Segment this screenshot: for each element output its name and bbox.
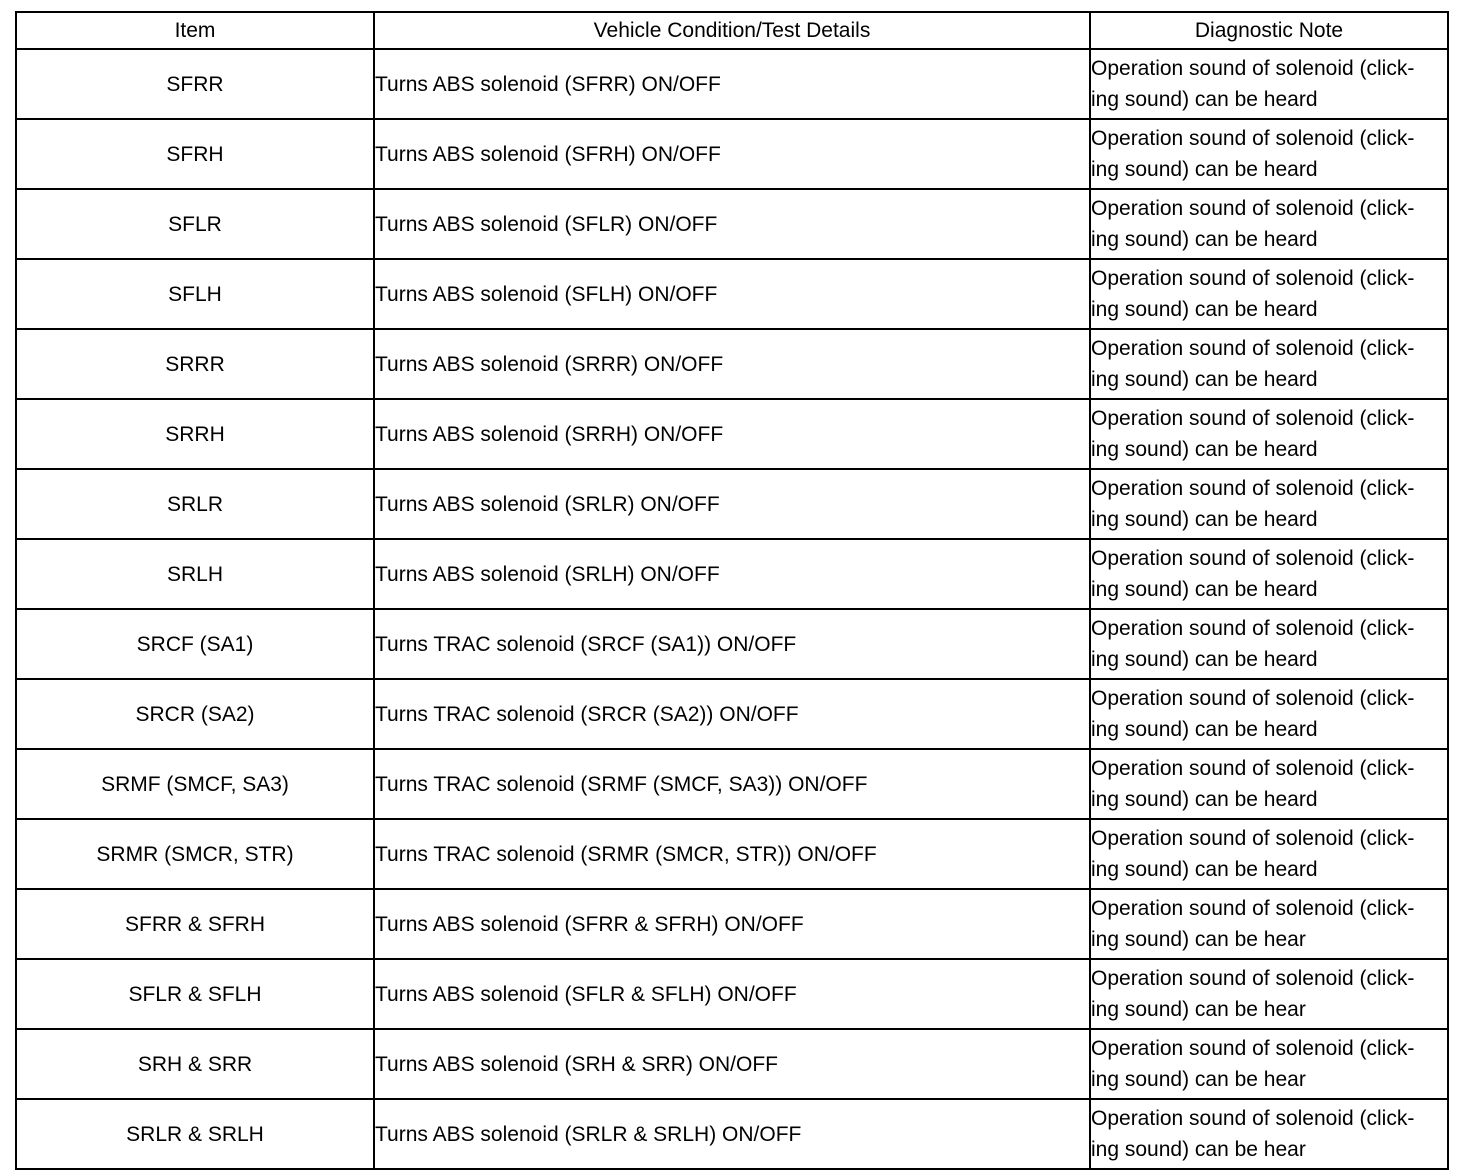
note-line-1: Operation sound of solenoid (click- — [1091, 407, 1415, 430]
cell-diagnostic-note — [1090, 539, 1448, 609]
cell-item: SFLH — [16, 259, 374, 329]
cell-item: SFRR — [16, 49, 374, 119]
cell-test-details: Turns TRAC solenoid (SRCR (SA2)) ON/OFF — [374, 679, 1090, 749]
cell-diagnostic-note — [1090, 49, 1448, 119]
cell-test-details: Turns ABS solenoid (SRRH) ON/OFF — [374, 399, 1090, 469]
table-row — [16, 1099, 1448, 1169]
note-line-1: Operation sound of solenoid (click- — [1091, 477, 1415, 500]
note-line-2: ing sound) can be heard — [1091, 508, 1318, 531]
cell-item: SRLR & SRLH — [16, 1099, 374, 1169]
note-line-2: ing sound) can be heard — [1091, 368, 1318, 391]
note-line-1: Operation sound of solenoid (click- — [1091, 967, 1415, 990]
cell-diagnostic-note — [1090, 959, 1448, 1029]
note-line-1: Operation sound of solenoid (click- — [1091, 1107, 1415, 1130]
cell-test-details: Turns TRAC solenoid (SRMR (SMCR, STR)) ON/OFF — [374, 819, 1090, 889]
note-line-1: Operation sound of solenoid (click- — [1091, 197, 1415, 220]
note-line-1: Operation sound of solenoid (click- — [1091, 127, 1415, 150]
cell-test-details: Turns ABS solenoid (SRLR) ON/OFF — [374, 469, 1090, 539]
cell-diagnostic-note — [1090, 749, 1448, 819]
table-row — [16, 749, 1448, 819]
cell-item: SRRH — [16, 399, 374, 469]
table-row — [16, 959, 1448, 1029]
cell-diagnostic-note — [1090, 329, 1448, 399]
cell-test-details: Turns ABS solenoid (SRRR) ON/OFF — [374, 329, 1090, 399]
cell-test-details: Turns ABS solenoid (SFLR) ON/OFF — [374, 189, 1090, 259]
cell-item: SRCR (SA2) — [16, 679, 374, 749]
note-line-1: Operation sound of solenoid (click- — [1091, 547, 1415, 570]
cell-test-details: Turns ABS solenoid (SRH & SRR) ON/OFF — [374, 1029, 1090, 1099]
cell-diagnostic-note — [1090, 1029, 1448, 1099]
note-line-2: ing sound) can be hear — [1091, 1138, 1306, 1161]
note-line-1: Operation sound of solenoid (click- — [1091, 827, 1415, 850]
table-row — [16, 679, 1448, 749]
cell-item: SFRR & SFRH — [16, 889, 374, 959]
cell-item: SFLR & SFLH — [16, 959, 374, 1029]
cell-item: SRLH — [16, 539, 374, 609]
cell-diagnostic-note — [1090, 119, 1448, 189]
table-row — [16, 119, 1448, 189]
table-row — [16, 469, 1448, 539]
note-line-1: Operation sound of solenoid (click- — [1091, 1037, 1415, 1060]
header-item: Item — [16, 12, 374, 49]
cell-test-details: Turns TRAC solenoid (SRMF (SMCF, SA3)) ON/OFF — [374, 749, 1090, 819]
note-line-2: ing sound) can be heard — [1091, 438, 1318, 461]
cell-diagnostic-note — [1090, 469, 1448, 539]
cell-test-details: Turns ABS solenoid (SFLR & SFLH) ON/OFF — [374, 959, 1090, 1029]
table-body — [16, 49, 1448, 1169]
table-row — [16, 259, 1448, 329]
cell-diagnostic-note — [1090, 1099, 1448, 1169]
table-row — [16, 49, 1448, 119]
note-line-2: ing sound) can be heard — [1091, 648, 1318, 671]
note-line-1: Operation sound of solenoid (click- — [1091, 687, 1415, 710]
note-line-2: ing sound) can be heard — [1091, 228, 1318, 251]
cell-item: SRCF (SA1) — [16, 609, 374, 679]
cell-test-details: Turns ABS solenoid (SFRH) ON/OFF — [374, 119, 1090, 189]
note-line-2: ing sound) can be heard — [1091, 788, 1318, 811]
cell-diagnostic-note — [1090, 609, 1448, 679]
cell-item: SRMR (SMCR, STR) — [16, 819, 374, 889]
table-row — [16, 889, 1448, 959]
cell-diagnostic-note — [1090, 679, 1448, 749]
header-diagnostic-note: Diagnostic Note — [1090, 12, 1448, 49]
cell-test-details: Turns ABS solenoid (SFRR) ON/OFF — [374, 49, 1090, 119]
note-line-1: Operation sound of solenoid (click- — [1091, 757, 1415, 780]
note-line-2: ing sound) can be heard — [1091, 718, 1318, 741]
table-row — [16, 539, 1448, 609]
cell-diagnostic-note — [1090, 819, 1448, 889]
table-row — [16, 329, 1448, 399]
cell-test-details: Turns ABS solenoid (SFLH) ON/OFF — [374, 259, 1090, 329]
active-test-table-container — [15, 11, 1449, 1170]
note-line-1: Operation sound of solenoid (click- — [1091, 267, 1415, 290]
cell-test-details: Turns ABS solenoid (SRLR & SRLH) ON/OFF — [374, 1099, 1090, 1169]
cell-test-details: Turns TRAC solenoid (SRCF (SA1)) ON/OFF — [374, 609, 1090, 679]
note-line-2: ing sound) can be hear — [1091, 1068, 1306, 1091]
cell-test-details: Turns ABS solenoid (SFRR & SFRH) ON/OFF — [374, 889, 1090, 959]
note-line-1: Operation sound of solenoid (click- — [1091, 57, 1415, 80]
note-line-2: ing sound) can be hear — [1091, 998, 1306, 1021]
cell-item: SFRH — [16, 119, 374, 189]
cell-diagnostic-note — [1090, 399, 1448, 469]
note-line-2: ing sound) can be heard — [1091, 858, 1318, 881]
active-test-table — [15, 11, 1449, 1170]
cell-diagnostic-note — [1090, 189, 1448, 259]
note-line-2: ing sound) can be hear — [1091, 928, 1306, 951]
cell-item: SRRR — [16, 329, 374, 399]
cell-diagnostic-note — [1090, 259, 1448, 329]
table-row — [16, 1029, 1448, 1099]
note-line-2: ing sound) can be heard — [1091, 298, 1318, 321]
table-row — [16, 189, 1448, 259]
table-header-row — [16, 12, 1448, 49]
cell-diagnostic-note — [1090, 889, 1448, 959]
note-line-2: ing sound) can be heard — [1091, 88, 1318, 111]
cell-item: SRH & SRR — [16, 1029, 374, 1099]
cell-item: SRLR — [16, 469, 374, 539]
cell-item: SRMF (SMCF, SA3) — [16, 749, 374, 819]
note-line-1: Operation sound of solenoid (click- — [1091, 897, 1415, 920]
note-line-1: Operation sound of solenoid (click- — [1091, 337, 1415, 360]
note-line-2: ing sound) can be heard — [1091, 158, 1318, 181]
note-line-1: Operation sound of solenoid (click- — [1091, 617, 1415, 640]
note-line-2: ing sound) can be heard — [1091, 578, 1318, 601]
cell-item: SFLR — [16, 189, 374, 259]
header-test-details: Vehicle Condition/Test Details — [374, 12, 1090, 49]
table-row — [16, 609, 1448, 679]
table-row — [16, 399, 1448, 469]
cell-test-details: Turns ABS solenoid (SRLH) ON/OFF — [374, 539, 1090, 609]
table-row — [16, 819, 1448, 889]
